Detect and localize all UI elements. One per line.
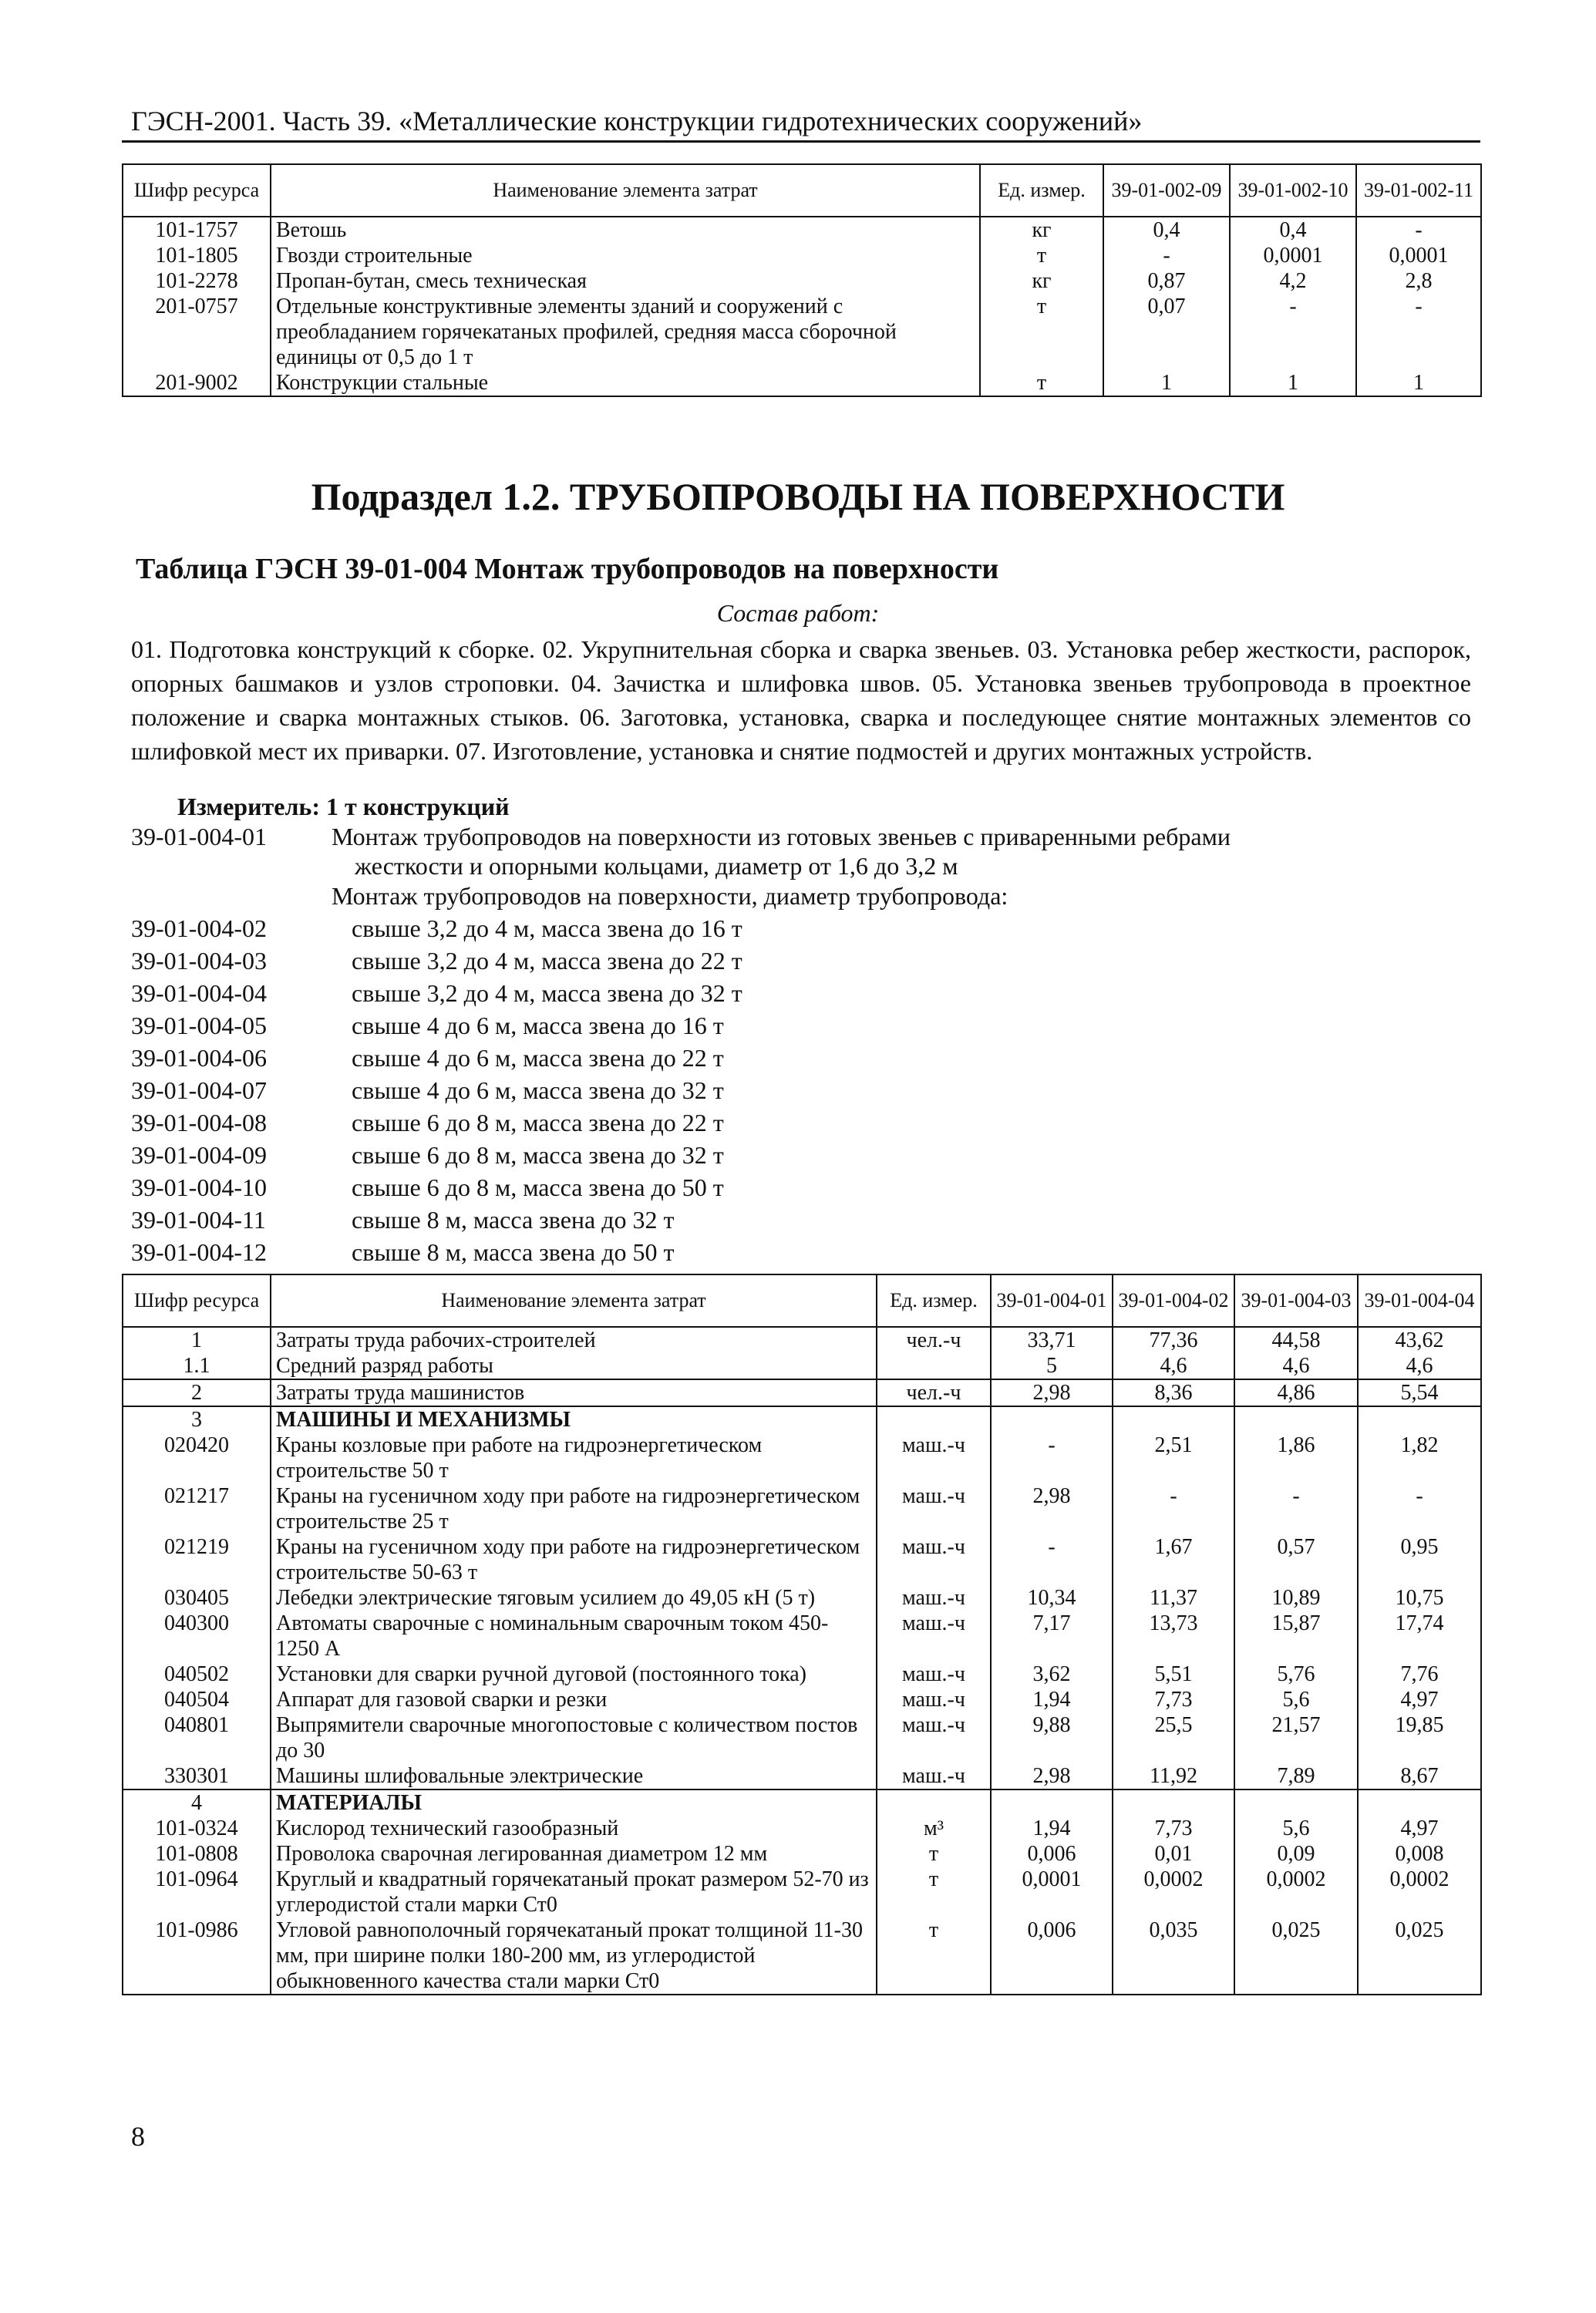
header-rule: [122, 140, 1480, 143]
table-row: [123, 268, 1481, 294]
header-col2: 39-01-002-10: [1230, 164, 1356, 217]
cell-empty: [1113, 1789, 1234, 1816]
table-row: [123, 1327, 1481, 1353]
cell-name: Краны козловые при работе на гидроэнергетическом строительстве 50 т: [271, 1433, 877, 1483]
cell-empty: [1358, 1406, 1481, 1433]
cell-code: 021219: [123, 1534, 271, 1585]
cell-value: 9,88: [991, 1712, 1113, 1763]
item-code: 39-01-004-07: [131, 1076, 267, 1104]
cell-value: 0,07: [1103, 294, 1230, 370]
cell-value: 19,85: [1358, 1712, 1481, 1763]
cell-code: 040801: [123, 1712, 271, 1763]
cell-code: 330301: [123, 1763, 271, 1789]
item-code: 39-01-004-12: [131, 1238, 267, 1266]
cell-value: 5,54: [1358, 1379, 1481, 1406]
section-heading: МАШИНЫ И МЕХАНИЗМЫ: [271, 1406, 877, 1433]
cell-value: 0,006: [991, 1841, 1113, 1867]
cell-value: 33,71: [991, 1327, 1113, 1353]
cell-value: 0,4: [1230, 217, 1356, 243]
cell-value: 0,025: [1358, 1917, 1481, 1995]
cell-name: Краны на гусеничном ходу при работе на гидроэнергетическом строительстве 50-63 т: [271, 1534, 877, 1585]
cell-value: 44,58: [1234, 1327, 1358, 1353]
table-row: [123, 294, 1481, 370]
cell-value: 4,86: [1234, 1379, 1358, 1406]
cell-value: 0,57: [1234, 1534, 1358, 1585]
cell-value: 25,5: [1113, 1712, 1234, 1763]
header-col1: 39-01-004-01: [991, 1274, 1113, 1327]
subsection-title: Подраздел 1.2. ТРУБОПРОВОДЫ НА ПОВЕРХНОСТИ: [311, 475, 1285, 518]
cell-value: -: [1234, 1483, 1358, 1534]
cell-value: 0,035: [1113, 1917, 1234, 1995]
cell-value: 5,76: [1234, 1662, 1358, 1687]
item-code: 39-01-004-02: [131, 914, 267, 942]
cell-value: -: [991, 1534, 1113, 1585]
table-row: [123, 217, 1481, 243]
item-text: свыше 8 м, масса звена до 32 т: [352, 1206, 675, 1234]
cell-value: 4,6: [1358, 1353, 1481, 1379]
cell-code: 101-0324: [123, 1816, 271, 1841]
cell-name: Проволока сварочная легированная диаметром 12 мм: [271, 1841, 877, 1867]
cell-value: 0,0001: [991, 1867, 1113, 1917]
cell-name: Лебедки электрические тяговым усилием до 49,05 кН (5 т): [271, 1585, 877, 1611]
cell-value: 2,51: [1113, 1433, 1234, 1483]
cell-value: 43,62: [1358, 1327, 1481, 1353]
cell-code: 040300: [123, 1611, 271, 1662]
cell-name: Пропан-бутан, смесь техническая: [271, 268, 980, 294]
cell-empty: [877, 1406, 991, 1433]
cell-value: -: [991, 1433, 1113, 1483]
cell-name: Средний разряд работы: [271, 1353, 877, 1379]
cell-value: 1: [1103, 370, 1230, 396]
cell-value: 1,94: [991, 1687, 1113, 1712]
item-code: 39-01-004-04: [131, 979, 267, 1007]
cell-unit: т: [877, 1841, 991, 1867]
cell-value: 5,51: [1113, 1662, 1234, 1687]
cell-code: 040502: [123, 1662, 271, 1687]
cell-unit: чел.-ч: [877, 1327, 991, 1353]
cell-value: 1,67: [1113, 1534, 1234, 1585]
running-header: ГЭСН-2001. Часть 39. «Металлические конструкции гидротехнических сооружений»: [131, 106, 1143, 136]
cell-unit: т: [980, 243, 1103, 268]
cell-code: 1.1: [123, 1353, 271, 1379]
cell-value: 3,62: [991, 1662, 1113, 1687]
cell-name: Автоматы сварочные с номинальным сварочным током 450-1250 А: [271, 1611, 877, 1662]
composition-label: Состав работ:: [716, 599, 880, 627]
cell-value: 4,6: [1234, 1353, 1358, 1379]
header-name: Наименование элемента затрат: [271, 1274, 877, 1327]
item-code: 39-01-004-08: [131, 1109, 267, 1136]
cell-unit: т: [980, 294, 1103, 370]
cell-value: 0,0002: [1234, 1867, 1358, 1917]
cell-unit: маш.-ч: [877, 1585, 991, 1611]
cell-unit: маш.-ч: [877, 1687, 991, 1712]
cell-name: Кислород технический газообразный: [271, 1816, 877, 1841]
section-heading: МАТЕРИАЛЫ: [271, 1789, 877, 1816]
resource-table-1: [122, 163, 1482, 397]
header-col4: 39-01-004-04: [1358, 1274, 1481, 1327]
cell-code: 3: [123, 1406, 271, 1433]
table-row: [123, 1917, 1481, 1995]
table-row: [123, 1763, 1481, 1789]
cell-value: 1: [1356, 370, 1481, 396]
cell-empty: [1113, 1406, 1234, 1433]
cell-name: Аппарат для газовой сварки и резки: [271, 1687, 877, 1712]
measure-unit: Измеритель: 1 т конструкций: [177, 793, 510, 820]
header-name: Наименование элемента затрат: [271, 164, 980, 217]
cell-value: 7,17: [991, 1611, 1113, 1662]
cell-code: 021217: [123, 1483, 271, 1534]
item-text: свыше 6 до 8 м, масса звена до 32 т: [352, 1141, 724, 1169]
item-text: свыше 3,2 до 4 м, масса звена до 32 т: [352, 979, 742, 1007]
cell-code: 101-1805: [123, 243, 271, 268]
table-row: [123, 1867, 1481, 1917]
cell-value: 0,87: [1103, 268, 1230, 294]
table-row: [123, 243, 1481, 268]
cell-value: 7,73: [1113, 1816, 1234, 1841]
cell-name: Круглый и квадратный горячекатаный прокат размером 52-70 из углеродистой стали марки Ст0: [271, 1867, 877, 1917]
cell-code: 1: [123, 1327, 271, 1353]
cell-value: 2,98: [991, 1483, 1113, 1534]
cell-code: 2: [123, 1379, 271, 1406]
cell-unit: маш.-ч: [877, 1483, 991, 1534]
cell-name: Установки для сварки ручной дуговой (постоянного тока): [271, 1662, 877, 1687]
cell-value: 0,4: [1103, 217, 1230, 243]
item-text-cont: жесткости и опорными кольцами, диаметр от 1,6 до 3,2 м: [355, 852, 958, 880]
cell-value: 4,97: [1358, 1816, 1481, 1841]
cell-value: 2,98: [991, 1763, 1113, 1789]
table-row: [123, 1534, 1481, 1585]
table-row: [123, 1433, 1481, 1483]
header-code: Шифр ресурса: [123, 1274, 271, 1327]
cell-unit: [877, 1353, 991, 1379]
cell-unit: м³: [877, 1816, 991, 1841]
header-unit: Ед. измер.: [980, 164, 1103, 217]
cell-value: 1: [1230, 370, 1356, 396]
table-row: [123, 1712, 1481, 1763]
header-unit: Ед. измер.: [877, 1274, 991, 1327]
cell-name: Машины шлифовальные электрические: [271, 1763, 877, 1789]
item-text: свыше 4 до 6 м, масса звена до 16 т: [352, 1012, 724, 1039]
cell-value: 1,94: [991, 1816, 1113, 1841]
cell-value: -: [1358, 1483, 1481, 1534]
cell-name: Отдельные конструктивные элементы зданий и сооружений с преобладанием горячекатаных профилей, средняя масса сборочной единицы от 0,5 до 1 т: [271, 294, 980, 370]
cell-name: Конструкции стальные: [271, 370, 980, 396]
cell-unit: маш.-ч: [877, 1712, 991, 1763]
item-text: Монтаж трубопроводов на поверхности из готовых звеньев с приваренными ребрами: [332, 823, 1231, 850]
cell-value: 13,73: [1113, 1611, 1234, 1662]
cell-unit: маш.-ч: [877, 1763, 991, 1789]
cell-name: Затраты труда рабочих-строителей: [271, 1327, 877, 1353]
cell-value: 0,0001: [1356, 243, 1481, 268]
cell-value: -: [1356, 217, 1481, 243]
cell-value: 10,75: [1358, 1585, 1481, 1611]
cell-name: Гвозди строительные: [271, 243, 980, 268]
cell-code: 101-0964: [123, 1867, 271, 1917]
header-col3: 39-01-002-11: [1356, 164, 1481, 217]
cell-value: 5,6: [1234, 1687, 1358, 1712]
cell-name: Затраты труда машинистов: [271, 1379, 877, 1406]
cell-code: 4: [123, 1789, 271, 1816]
cell-value: 2,8: [1356, 268, 1481, 294]
cell-value: -: [1356, 294, 1481, 370]
cell-value: 7,76: [1358, 1662, 1481, 1687]
cell-empty: [1234, 1789, 1358, 1816]
cell-unit: т: [877, 1917, 991, 1995]
table-row: [123, 1611, 1481, 1662]
cell-unit: маш.-ч: [877, 1611, 991, 1662]
cell-unit: т: [877, 1867, 991, 1917]
cell-code: 101-2278: [123, 268, 271, 294]
resource-table-2: [122, 1274, 1482, 1995]
item-text: свыше 8 м, масса звена до 50 т: [352, 1238, 675, 1266]
cell-value: 8,67: [1358, 1763, 1481, 1789]
cell-value: 4,6: [1113, 1353, 1234, 1379]
cell-code: 201-0757: [123, 294, 271, 370]
cell-value: 2,98: [991, 1379, 1113, 1406]
cell-code: 101-0986: [123, 1917, 271, 1995]
item-code: 39-01-004-09: [131, 1141, 267, 1169]
table-row: [123, 1687, 1481, 1712]
cell-value: 4,97: [1358, 1687, 1481, 1712]
cell-value: 5,6: [1234, 1816, 1358, 1841]
table-title: Таблица ГЭСН 39-01-004 Монтаж трубопроводов на поверхности: [136, 553, 999, 585]
cell-code: 201-9002: [123, 370, 271, 396]
table-section-row: [123, 1789, 1481, 1816]
cell-unit: кг: [980, 268, 1103, 294]
cell-value: 11,37: [1113, 1585, 1234, 1611]
cell-unit: кг: [980, 217, 1103, 243]
item-text: свыше 4 до 6 м, масса звена до 32 т: [352, 1076, 724, 1104]
item-text: свыше 3,2 до 4 м, масса звена до 16 т: [352, 914, 742, 942]
cell-value: -: [1103, 243, 1230, 268]
cell-empty: [991, 1789, 1113, 1816]
item-code: 39-01-004-06: [131, 1044, 267, 1072]
cell-value: 4,2: [1230, 268, 1356, 294]
cell-value: 1,86: [1234, 1433, 1358, 1483]
cell-value: 0,025: [1234, 1917, 1358, 1995]
cell-value: 17,74: [1358, 1611, 1481, 1662]
cell-code: 020420: [123, 1433, 271, 1483]
cell-value: 1,82: [1358, 1433, 1481, 1483]
header-col2: 39-01-004-02: [1113, 1274, 1234, 1327]
cell-value: 7,89: [1234, 1763, 1358, 1789]
item-text: свыше 6 до 8 м, масса звена до 50 т: [352, 1173, 724, 1201]
cell-value: -: [1113, 1483, 1234, 1534]
table-row: [123, 1483, 1481, 1534]
cell-value: 5: [991, 1353, 1113, 1379]
cell-empty: [1358, 1789, 1481, 1816]
cell-value: 11,92: [1113, 1763, 1234, 1789]
cell-value: 0,008: [1358, 1841, 1481, 1867]
header-col3: 39-01-004-03: [1234, 1274, 1358, 1327]
cell-name: Угловой равнополочный горячекатаный прокат толщиной 11-30 мм, при ширине полки 180-200 мм, из углеродистой обыкновенного качества стали марки Ст0: [271, 1917, 877, 1995]
cell-value: 0,0002: [1358, 1867, 1481, 1917]
cell-code: 040504: [123, 1687, 271, 1712]
cell-empty: [877, 1789, 991, 1816]
table-section-row: [123, 1406, 1481, 1433]
cell-value: 0,09: [1234, 1841, 1358, 1867]
cell-name: Ветошь: [271, 217, 980, 243]
group-heading: Монтаж трубопроводов на поверхности, диаметр трубопровода:: [332, 882, 1008, 910]
cell-code: 101-0808: [123, 1841, 271, 1867]
cell-unit: маш.-ч: [877, 1662, 991, 1687]
page-number: 8: [131, 2121, 145, 2152]
item-code: 39-01-004-11: [131, 1206, 266, 1234]
cell-unit: чел.-ч: [877, 1379, 991, 1406]
item-text: свыше 3,2 до 4 м, масса звена до 22 т: [352, 947, 742, 975]
item-code: 39-01-004-03: [131, 947, 267, 975]
cell-empty: [1234, 1406, 1358, 1433]
cell-name: Краны на гусеничном ходу при работе на гидроэнергетическом строительстве 25 т: [271, 1483, 877, 1534]
cell-code: 030405: [123, 1585, 271, 1611]
table-row: [123, 1816, 1481, 1841]
cell-unit: маш.-ч: [877, 1534, 991, 1585]
cell-value: 0,0001: [1230, 243, 1356, 268]
cell-value: 0,0002: [1113, 1867, 1234, 1917]
item-code: 39-01-004-01: [131, 823, 267, 850]
cell-value: 77,36: [1113, 1327, 1234, 1353]
cell-unit: маш.-ч: [877, 1433, 991, 1483]
header-col1: 39-01-002-09: [1103, 164, 1230, 217]
cell-name: Выпрямители сварочные многопостовые с количеством постов до 30: [271, 1712, 877, 1763]
table-row: [123, 370, 1481, 396]
item-code: 39-01-004-05: [131, 1012, 267, 1039]
composition-text: 01. Подготовка конструкций к сборке. 02. Укрупнительная сборка и сварка звеньев. 03. Установка ребер жесткости, распорок, опорных башмаков и узлов строповки. 04. Зачистка и шлифовка швов. 05. Установка звеньев трубопровода в проектное положение и сварка монтажных стыков. 06. Заготовка, установка, сварка и последующее снятие монтажных элементов со шлифовкой мест их приварки. 07. Изготовление, установка и снятие подмостей и других монтажных устройств.: [131, 635, 1471, 765]
cell-value: 10,34: [991, 1585, 1113, 1611]
header-code: Шифр ресурса: [123, 164, 271, 217]
cell-value: 8,36: [1113, 1379, 1234, 1406]
cell-value: 7,73: [1113, 1687, 1234, 1712]
table-row: [123, 1841, 1481, 1867]
cell-value: 0,006: [991, 1917, 1113, 1995]
item-code: 39-01-004-10: [131, 1173, 267, 1201]
table-row: [123, 1585, 1481, 1611]
table-row: [123, 1379, 1481, 1406]
cell-value: 0,01: [1113, 1841, 1234, 1867]
table-row: [123, 1353, 1481, 1379]
cell-value: 21,57: [1234, 1712, 1358, 1763]
table-row: [123, 1662, 1481, 1687]
cell-unit: т: [980, 370, 1103, 396]
cell-empty: [991, 1406, 1113, 1433]
item-text: свыше 4 до 6 м, масса звена до 22 т: [352, 1044, 724, 1072]
cell-value: 15,87: [1234, 1611, 1358, 1662]
item-text: свыше 6 до 8 м, масса звена до 22 т: [352, 1109, 724, 1136]
cell-value: 10,89: [1234, 1585, 1358, 1611]
cell-value: -: [1230, 294, 1356, 370]
cell-value: 0,95: [1358, 1534, 1481, 1585]
cell-code: 101-1757: [123, 217, 271, 243]
